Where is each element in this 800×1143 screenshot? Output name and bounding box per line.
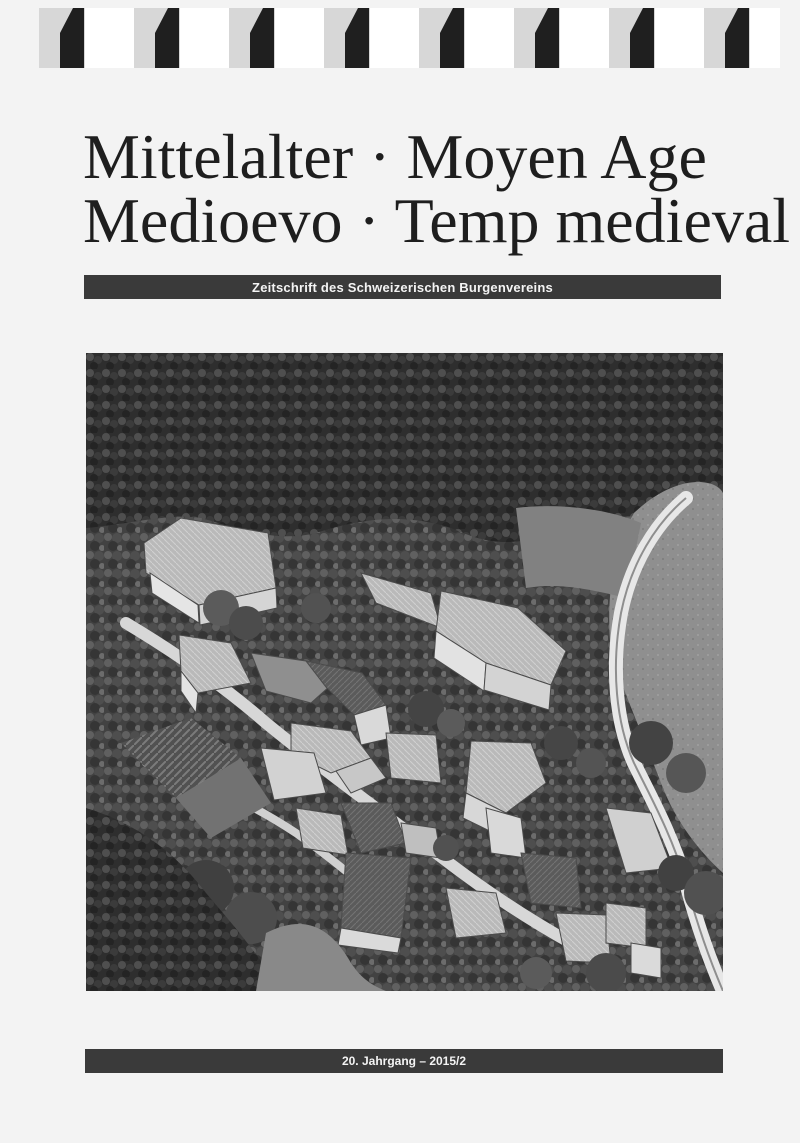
subtitle-text: Zeitschrift des Schweizerischen Burgenvereins <box>252 279 553 295</box>
decorative-banner <box>39 8 780 68</box>
title-line-1: Mittelalter · Moyen Age <box>83 121 707 192</box>
subtitle-bar <box>84 275 721 299</box>
aerial-village-photo <box>86 353 723 991</box>
title-line-2: Medioevo · Temp medieval <box>83 185 791 256</box>
issue-bar <box>85 1049 723 1073</box>
masthead-title <box>83 121 791 256</box>
issue-text: 20. Jahrgang – 2015/2 <box>341 1054 467 1068</box>
